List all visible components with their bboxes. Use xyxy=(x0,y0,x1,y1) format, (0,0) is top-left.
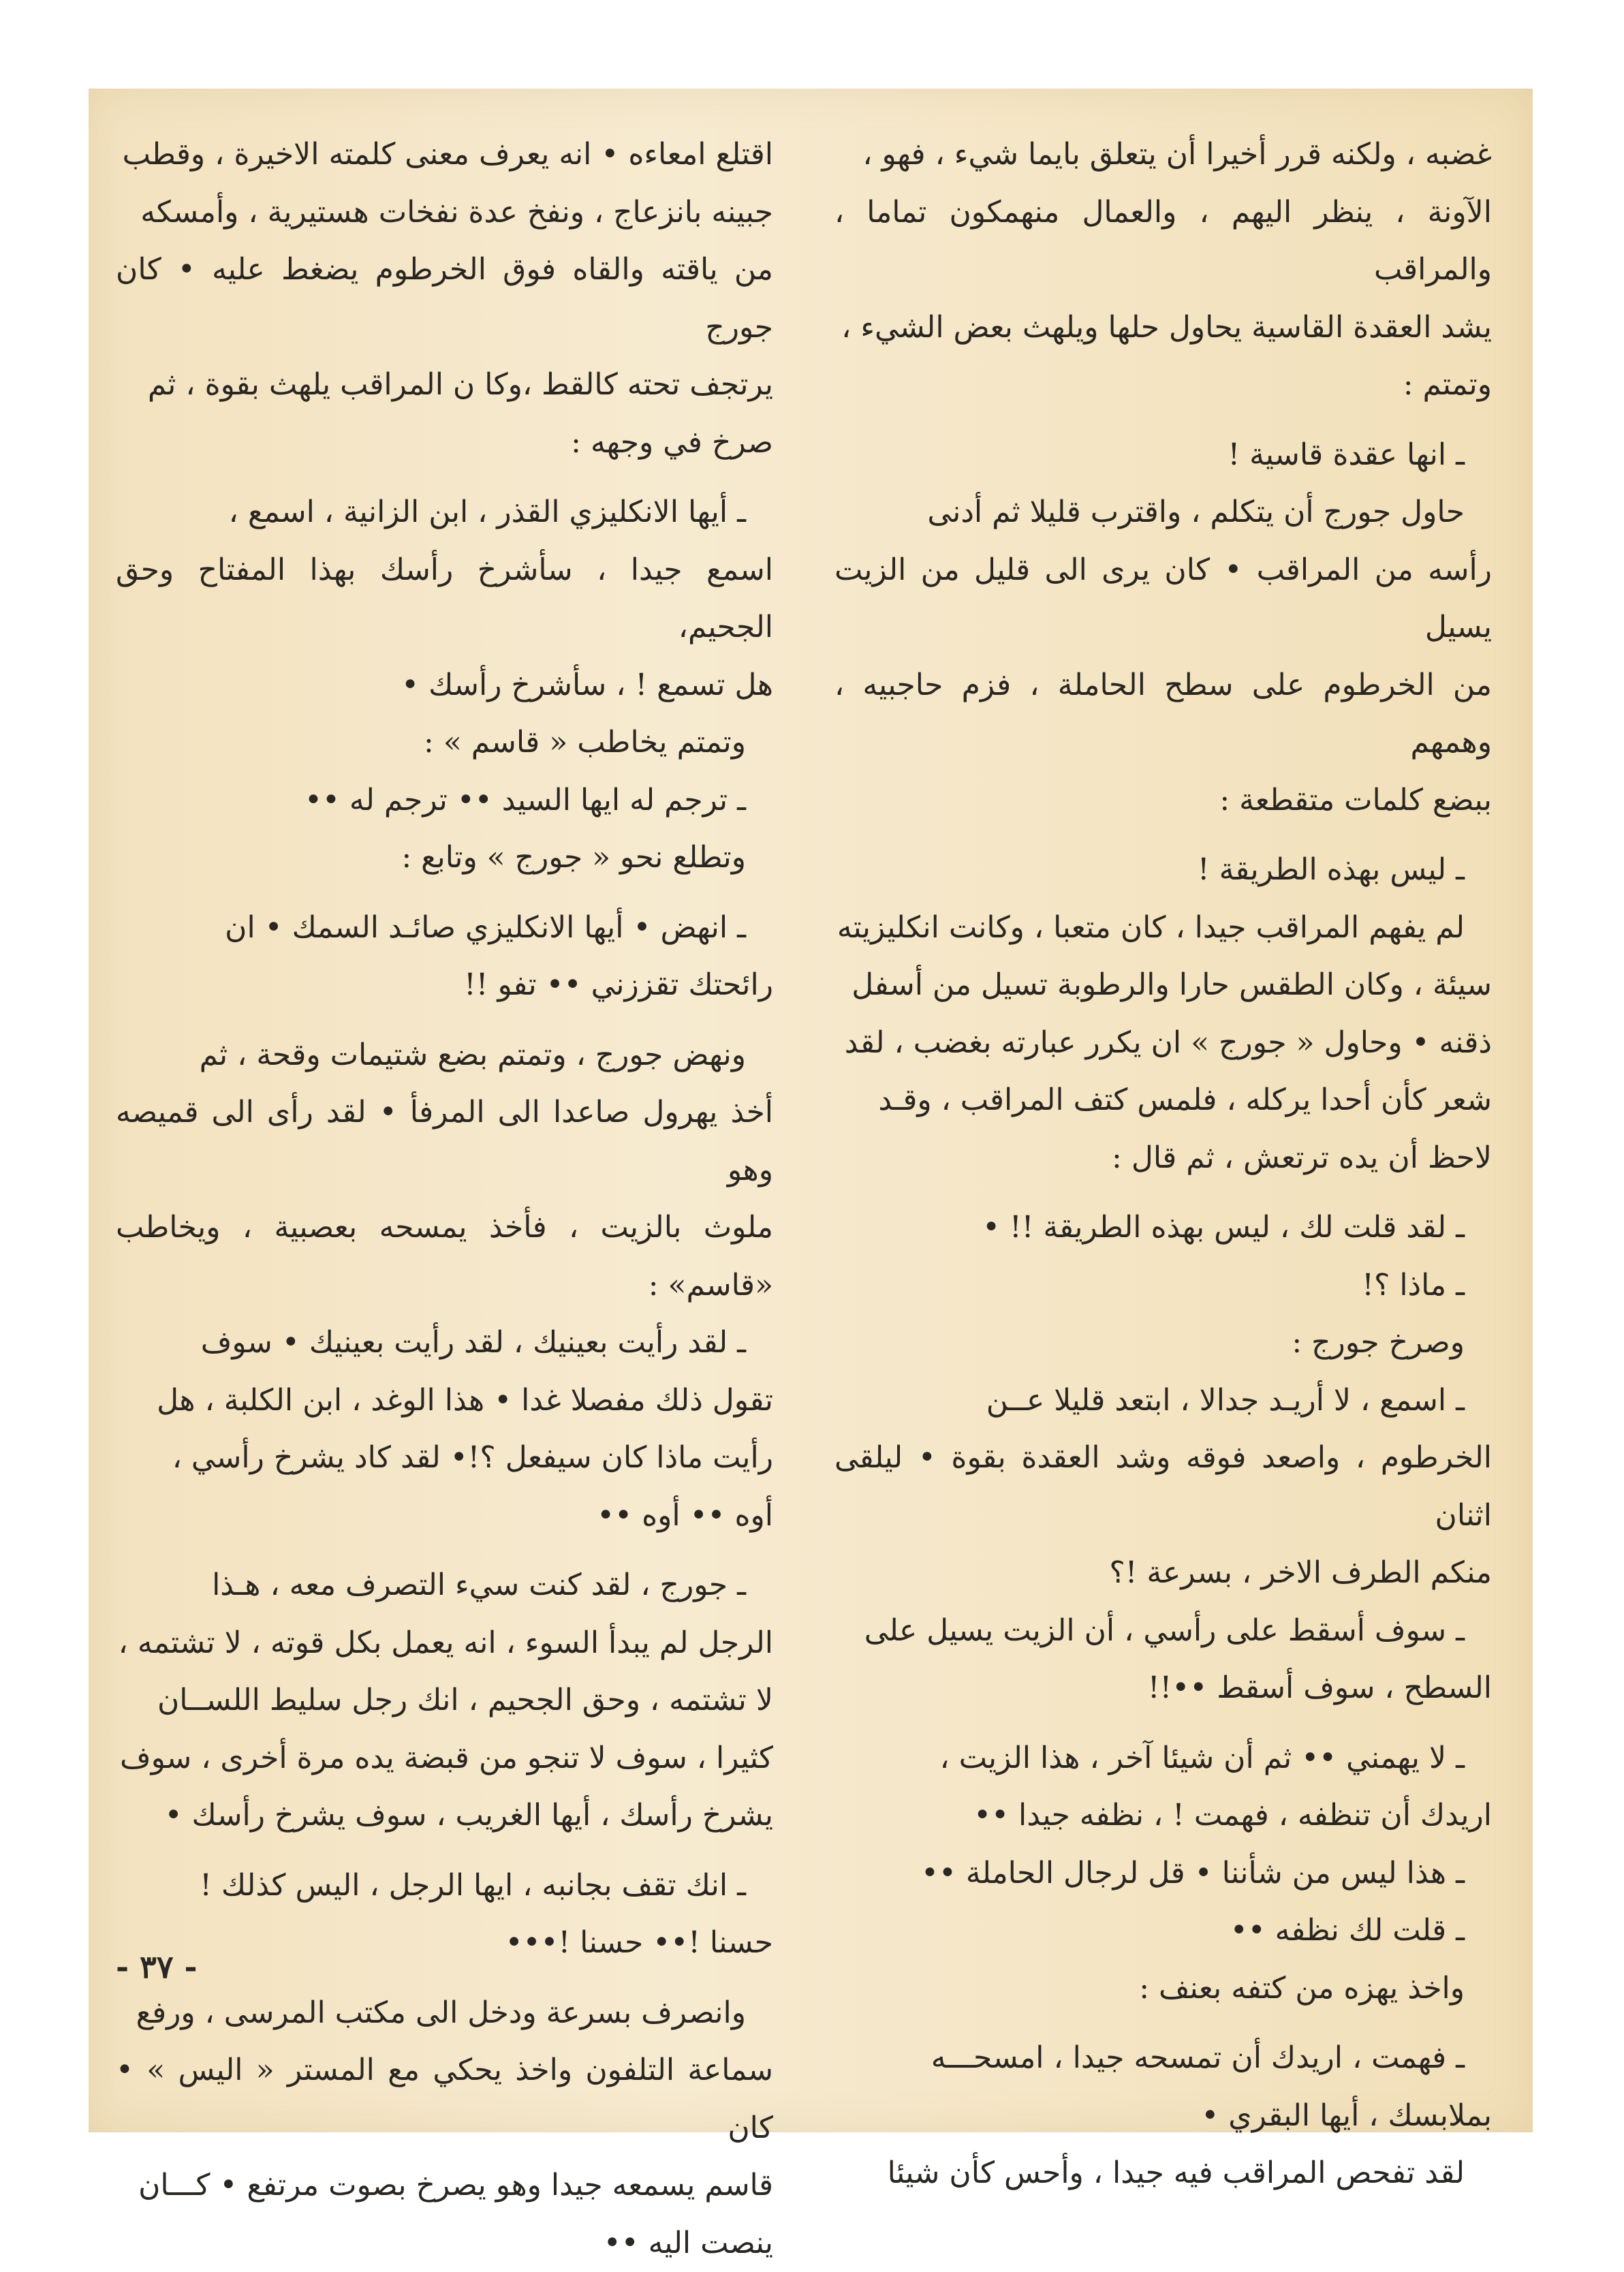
text-line: ـ هذا ليس من شأننا • قل لرجال الحاملة •• xyxy=(834,1845,1492,1903)
text-line: ببضع كلمات متقطعة : xyxy=(834,772,1492,830)
text-line: لقد تفحص المراقب فيه جيدا ، وأحس كأن شيئا xyxy=(834,2145,1492,2203)
text-line: ـ لقد رأيت بعينيك ، لقد رأيت بعينيك • سوف xyxy=(116,1314,773,1372)
text-line: وصرخ جورج : xyxy=(834,1314,1492,1372)
text-line: ـ ليس بهذه الطريقة ! xyxy=(834,841,1492,899)
text-line: ملوث بالزيت ، فأخذ يمسحه بعصبية ، ويخاطب «قاسم» : xyxy=(116,1199,773,1314)
text-line: كثيرا ، سوف لا تنجو من قبضة يده مرة أخرى ، سوف xyxy=(116,1730,773,1788)
text-line: رائحتك تقززني •• تفو !! xyxy=(116,956,773,1014)
text-line: يرتجف تحته كالقط ،وكا ن المراقب يلهث بقوة ، ثم xyxy=(116,356,773,414)
text-line: ـ انهض • أيها الانكليزي صائـد السمك • ان xyxy=(116,899,773,957)
text-line: ـ انك تقف بجانبه ، ايها الرجل ، اليس كذلك ! xyxy=(116,1857,773,1915)
text-line: اريدك أن تنظفه ، فهمت ! ، نظفه جيدا •• xyxy=(834,1787,1492,1845)
right-text-column xyxy=(834,126,1492,2203)
text-line: الخرطوم ، واصعد فوقه وشد العقدة بقوة • ليلقى اثنان xyxy=(834,1429,1492,1544)
text-line: ـ أيها الانكليزي القذر ، ابن الزانية ، اسمع ، xyxy=(116,484,773,542)
text-line: حسنا !•• حسنا !••• xyxy=(116,1914,773,1972)
text-line: من الخرطوم على سطح الحاملة ، فزم حاجبيه ، وهمهم xyxy=(834,657,1492,772)
text-line: ينصت اليه •• xyxy=(116,2215,773,2272)
text-line: حاول جورج أن يتكلم ، واقترب قليلا ثم أدنى xyxy=(834,484,1492,542)
text-line: وتطلع نحو « جورج » وتابع : xyxy=(116,829,773,887)
text-line: الرجل لم يبدأ السوء ، انه يعمل بكل قوته ، لا تشتمه ، xyxy=(116,1615,773,1672)
text-line: ـ اسمع ، لا أريـد جدالا ، ابتعد قليلا عــن xyxy=(834,1372,1492,1430)
text-line: بملابسك ، أيها البقري • xyxy=(834,2087,1492,2145)
text-line: شعر كأن أحدا يركله ، فلمس كتف المراقب ، وقـد xyxy=(834,1072,1492,1130)
text-line: ـ لا يهمني •• ثم أن شيئا آخر ، هذا الزيت ، xyxy=(834,1730,1492,1788)
text-line: ـ سوف أسقط على رأسي ، أن الزيت يسيل على xyxy=(834,1602,1492,1660)
text-line: وتمتم : xyxy=(834,356,1492,414)
text-line: اقتلع امعاءه • انه يعرف معنى كلمته الاخيرة ، وقطب xyxy=(116,126,773,184)
text-line: ـ ماذا ؟! xyxy=(834,1257,1492,1315)
text-line: جبينه بانزعاج ، ونفخ عدة نفخات هستيرية ، وأمسكه xyxy=(116,184,773,242)
text-line: من ياقته والقاه فوق الخرطوم يضغط عليه • كان جورج xyxy=(116,241,773,356)
text-line: لم يفهم المراقب جيدا ، كان متعبا ، وكانت انكليزيته xyxy=(834,899,1492,957)
text-line: هل تسمع ! ، سأشرخ رأسك • xyxy=(116,657,773,715)
text-line: ـ انها عقدة قاسية ! xyxy=(834,426,1492,484)
magazine-page xyxy=(89,89,1533,2132)
text-line: ـ قلت لك نظفه •• xyxy=(834,1902,1492,1960)
text-line: وتمتم يخاطب « قاسم » : xyxy=(116,714,773,772)
page-number: - ٣٧ - xyxy=(116,1948,198,1985)
text-line: ـ لقد قلت لك ، ليس بهذه الطريقة !! • xyxy=(834,1199,1492,1257)
text-line: ـ جورج ، لقد كنت سيء التصرف معه ، هـذا xyxy=(116,1557,773,1615)
text-line: رأسه من المراقب • كان يرى الى قليل من الزيت يسيل xyxy=(834,542,1492,657)
text-line: يشرخ رأسك ، أيها الغريب ، سوف يشرخ رأسك • xyxy=(116,1787,773,1845)
text-line: السطح ، سوف أسقط ••!! xyxy=(834,1660,1492,1717)
text-line: ـ ترجم له ايها السيد •• ترجم له •• xyxy=(116,772,773,830)
text-line: ـ فهمت ، اريدك أن تمسحه جيدا ، امسحـــه xyxy=(834,2029,1492,2087)
text-line: سماعة التلفون واخذ يحكي مع المستر « اليس » • كان xyxy=(116,2042,773,2157)
text-line: الآونة ، ينظر اليهم ، والعمال منهمكون تماما ، والمراقب xyxy=(834,184,1492,299)
text-line: منكم الطرف الاخر ، بسرعة !؟ xyxy=(834,1544,1492,1602)
left-text-column xyxy=(116,126,773,2272)
text-line: يشد العقدة القاسية يحاول حلها ويلهث بعض الشيء ، xyxy=(834,299,1492,357)
text-line: أوه •• أوه •• xyxy=(116,1487,773,1545)
text-line: أخذ يهرول صاعدا الى المرفأ • لقد رأى الى قميصه وهو xyxy=(116,1084,773,1199)
text-line: سيئة ، وكان الطقس حارا والرطوبة تسيل من أسفل xyxy=(834,956,1492,1014)
text-line: ونهض جورج ، وتمتم بضع شتيمات وقحة ، ثم xyxy=(116,1027,773,1085)
text-line: رأيت ماذا كان سيفعل ؟!• لقد كاد يشرخ رأسي ، xyxy=(116,1429,773,1487)
text-line: قاسم يسمعه جيدا وهو يصرخ بصوت مرتفع • كـــان xyxy=(116,2157,773,2215)
text-line: ذقنه • وحاول « جورج » ان يكرر عبارته بغضب ، لقد xyxy=(834,1014,1492,1072)
text-line: تقول ذلك مفصلا غدا • هذا الوغد ، ابن الكلبة ، هل xyxy=(116,1372,773,1430)
text-line: وانصرف بسرعة ودخل الى مكتب المرسى ، ورفع xyxy=(116,1985,773,2042)
text-line: لاحظ أن يده ترتعش ، ثم قال : xyxy=(834,1130,1492,1187)
text-line: صرخ في وجهه : xyxy=(116,414,773,472)
text-line: غضبه ، ولكنه قرر أخيرا أن يتعلق بايما شيء ، فهو ، xyxy=(834,126,1492,184)
text-line: لا تشتمه ، وحق الجحيم ، انك رجل سليط اللســان xyxy=(116,1672,773,1730)
text-line: واخذ يهزه من كتفه بعنف : xyxy=(834,1960,1492,2018)
text-line: اسمع جيدا ، سأشرخ رأسك بهذا المفتاح وحق الجحيم، xyxy=(116,542,773,657)
